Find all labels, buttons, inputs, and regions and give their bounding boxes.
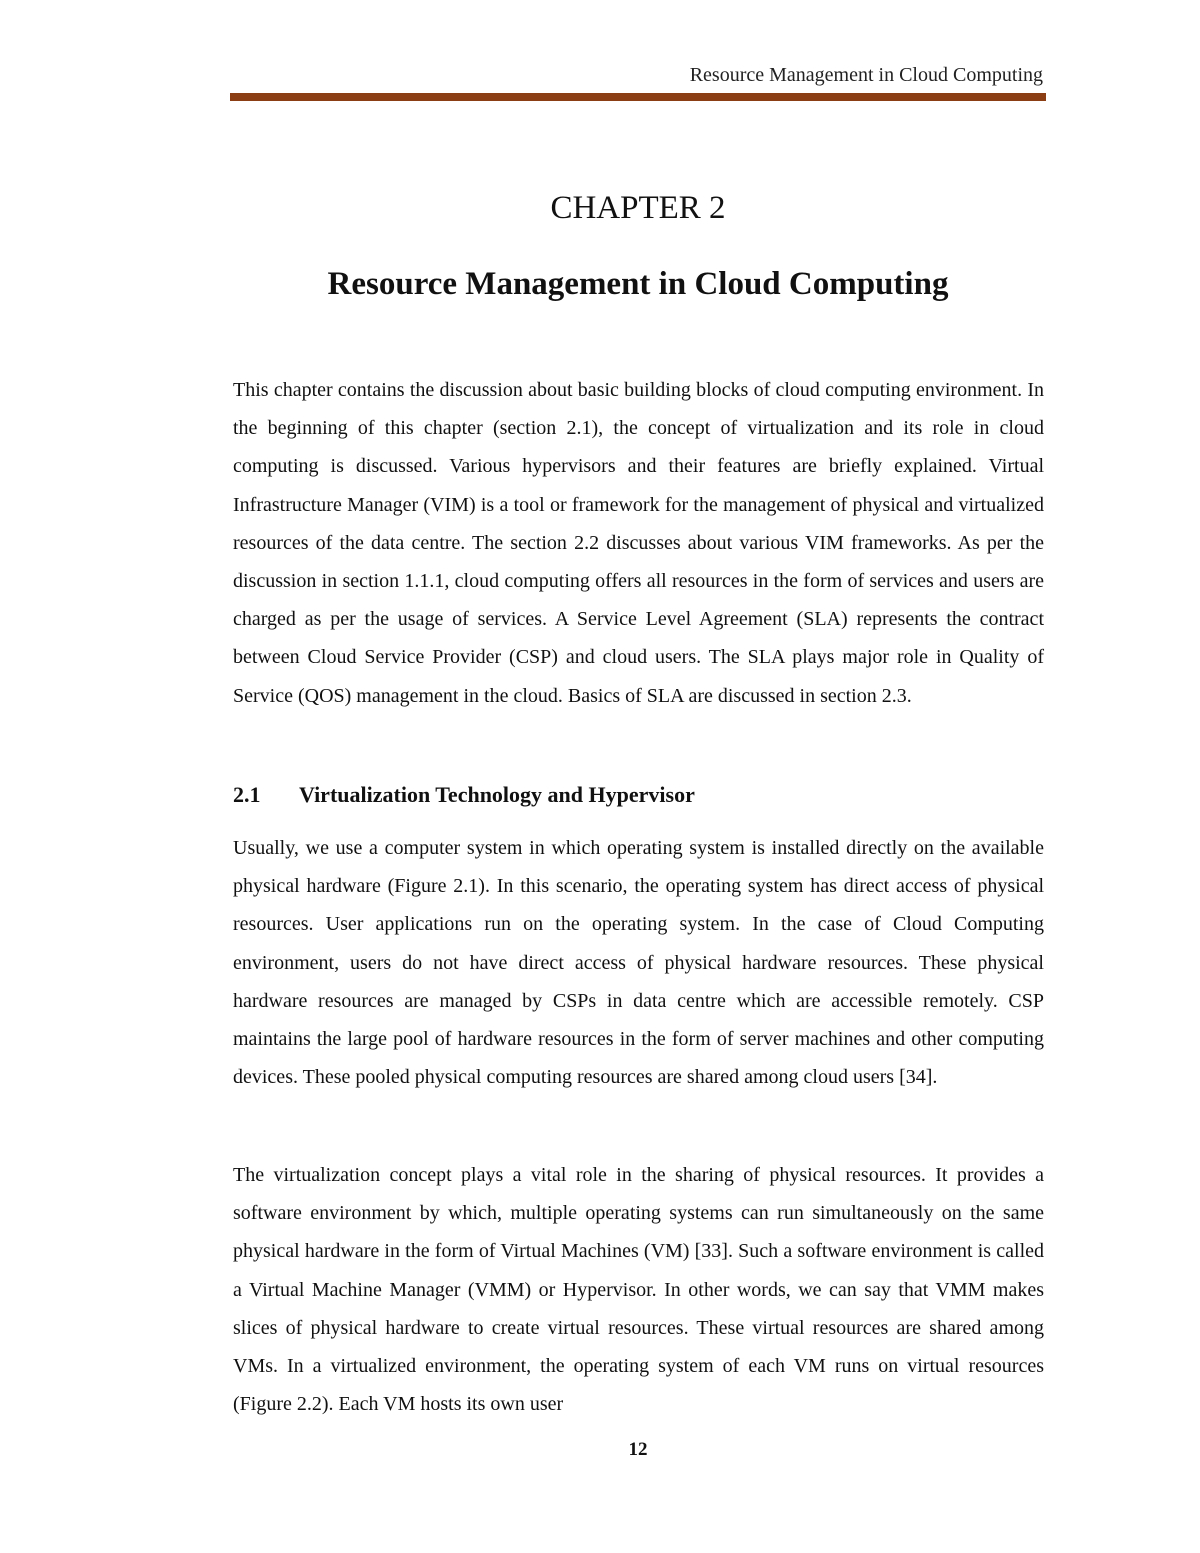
section-number: 2.1 bbox=[233, 782, 261, 807]
body-paragraph: Usually, we use a computer system in which operating system is installed directly on the available physical hardware (Figure 2.1). In this scenario, the operating system has direct access of physical resources. User applications run on the operating system. In the case of Cloud Computing environment, users do not have direct access of physical hardware resources. These physical hardware resources are managed by CSPs in data centre which are accessible remotely. CSP maintains the large pool of hardware resources in the form of server machines and other computing devices. These pooled physical computing resources are shared among cloud users [34]. bbox=[233, 837, 1044, 1089]
chapter-number: CHAPTER 2 bbox=[550, 190, 726, 226]
page-number: 12 bbox=[628, 1439, 648, 1460]
intro-paragraph: This chapter contains the discussion about basic building blocks of cloud computing environment. In the beginning of this chapter (section 2.1), the concept of virtualization and its role in cloud computing is discussed. Various hypervisors and their features are briefly explained. Virtual Infrastructure Manager (VIM) is a tool or framework for the management of physical and virtualized resources of the data centre. The section 2.2 discusses about various VIM frameworks. As per the discussion in section 1.1.1, cloud computing offers all resources in the form of services and users are charged as per the usage of services. A Service Level Agreement (SLA) represents the contract between Cloud Service Provider (CSP) and cloud users. The SLA plays major role in Quality of Service (QOS) management in the cloud. Basics of SLA are discussed in section 2.3. bbox=[233, 379, 1044, 707]
running-header: Resource Management in Cloud Computing bbox=[689, 64, 1043, 86]
body-paragraph: The virtualization concept plays a vital role in the sharing of physical resources. It provides a software environment by which, multiple operating systems can run simultaneously on the same physical hardware in the form of Virtual Machines (VM) [33]. Such a software environment is called a Virtual Machine Manager (VMM) or Hypervisor. In other words, we can say that VMM makes slices of physical hardware to create virtual resources. These virtual resources are shared among VMs. In a virtualized environment, the operating system of each VM runs on virtual resources (Figure 2.2). Each VM hosts its own user bbox=[233, 1164, 1044, 1416]
header-rule bbox=[230, 93, 1046, 101]
section-heading bbox=[233, 782, 695, 808]
chapter-title: Resource Management in Cloud Computing bbox=[327, 266, 949, 302]
section-title: Virtualization Technology and Hypervisor bbox=[299, 782, 695, 807]
